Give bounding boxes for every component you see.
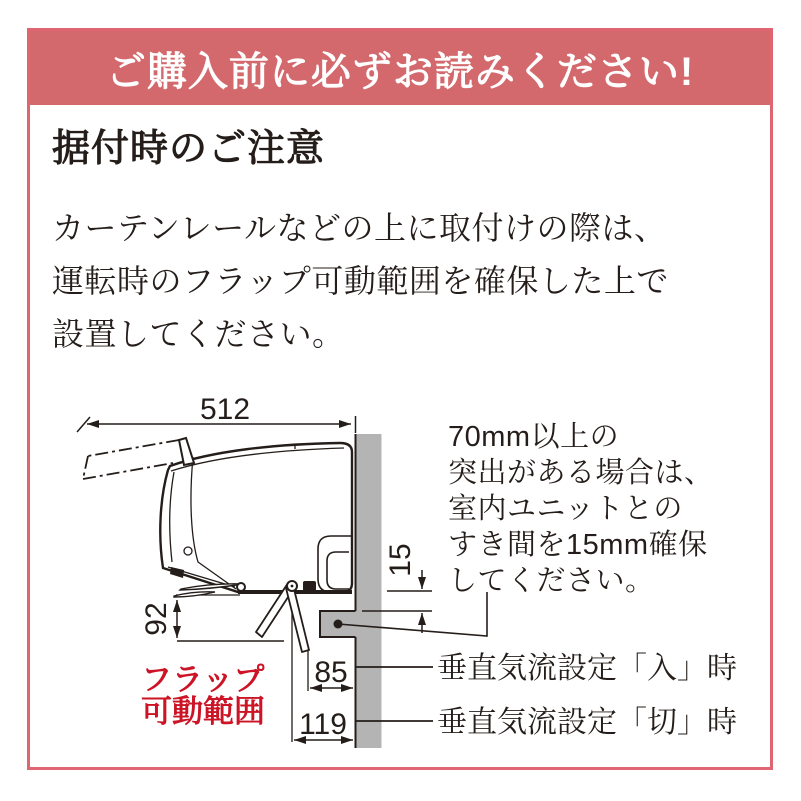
dim-15-value: 15 bbox=[384, 543, 417, 577]
dim-512-value: 512 bbox=[199, 393, 251, 426]
label-vertical-airflow-on: 垂直気流設定「入」時 bbox=[437, 652, 737, 685]
flap-range-line1: フラップ bbox=[141, 662, 265, 697]
indoor-unit bbox=[160, 443, 352, 597]
banner-text: ご購入前に必ずお読みください! bbox=[105, 49, 695, 94]
note-line: 室内ユニットとの bbox=[448, 493, 683, 525]
flap-pivot bbox=[237, 583, 245, 591]
dim-119-value: 119 bbox=[299, 708, 347, 741]
note-line: 突出がある場合は、 bbox=[448, 457, 714, 489]
label-vertical-airflow-off: 垂直気流設定「切」時 bbox=[437, 706, 737, 739]
page-title: 据付時のご注意 bbox=[52, 128, 326, 170]
dimension-119 bbox=[294, 708, 353, 741]
note-line: してください。 bbox=[448, 565, 655, 597]
dim-92-value: 92 bbox=[140, 602, 173, 636]
body-text-line: カーテンレールなどの上に取付けの際は、 bbox=[52, 210, 667, 246]
flap-blade-on bbox=[286, 585, 309, 652]
dim-85-value: 85 bbox=[314, 656, 348, 689]
airflow-labels bbox=[355, 652, 737, 739]
flap-range-line2: 可動範囲 bbox=[141, 694, 265, 729]
body-text-line: 運転時のフラップ可動範囲を確保した上で bbox=[52, 263, 669, 299]
body-text-line: 設置してください。 bbox=[52, 316, 345, 352]
dimension-85 bbox=[310, 656, 353, 689]
dimension-512 bbox=[77, 393, 356, 433]
note-line: すき間を15mm確保 bbox=[448, 529, 708, 561]
note-line: 70mm以上の bbox=[448, 421, 620, 453]
flap-range-label bbox=[141, 662, 265, 729]
